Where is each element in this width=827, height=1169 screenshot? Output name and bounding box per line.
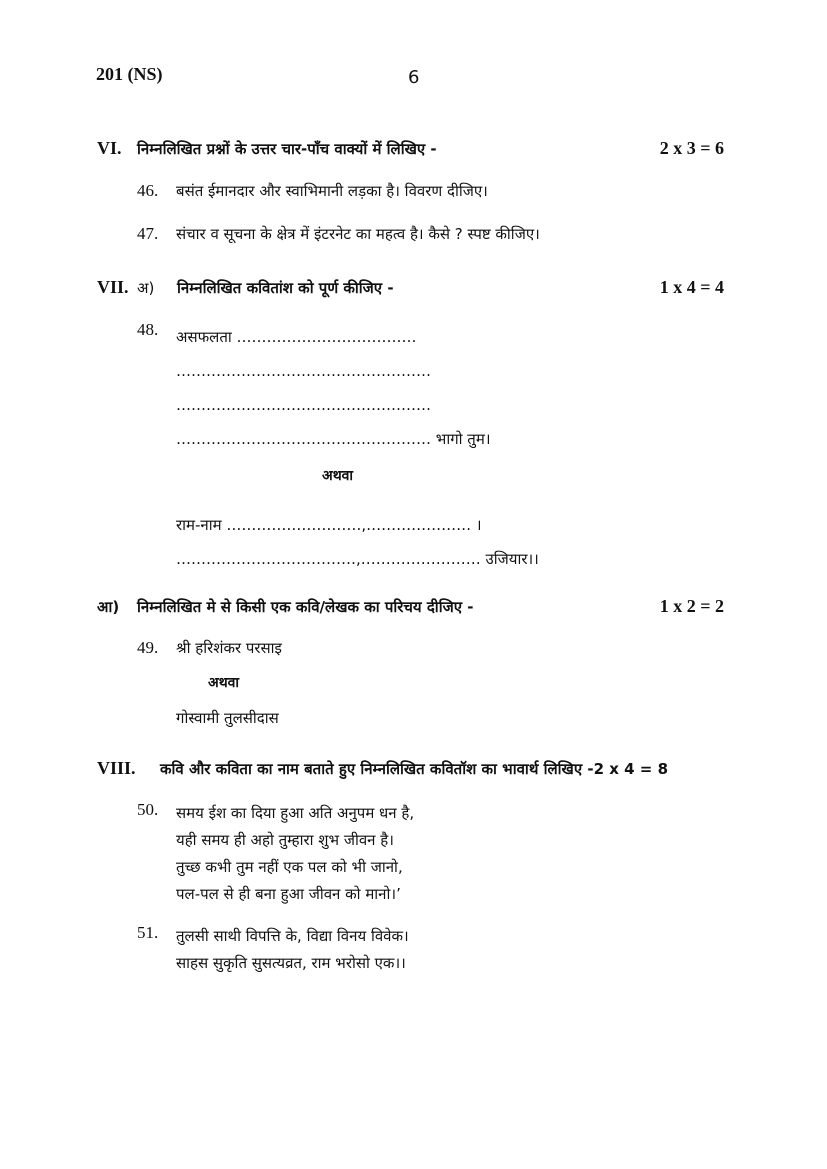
question-49-number: 49. <box>137 638 159 657</box>
section-vii-b-instruction: निम्नलिखित मे से किसी एक कवि/लेखक का परिचय दीजिए - <box>137 598 474 616</box>
question-46-number: 46. <box>137 181 159 200</box>
question-51-number: 51. <box>137 923 159 942</box>
poem-line: असफलता ……………………………… <box>176 328 417 346</box>
question-50-poem <box>176 800 414 908</box>
question-51-poem <box>176 923 409 977</box>
section-vii-b-marks: 1 x 2 = 2 <box>659 596 724 616</box>
poem-line: समय ईश का दिया हुआ अति अनुपम धन है, <box>176 804 415 822</box>
section-viii-number: VIII. <box>97 758 136 778</box>
or-separator: अथवा <box>322 468 354 484</box>
section-viii-instruction: कवि और कविता का नाम बताते हुए निम्नलिखित कवितॉश का भावार्थ लिखिए -2 x 4 = 8 <box>160 760 669 778</box>
section-vi-number: VI. <box>97 138 122 158</box>
question-46-text: बसंत ईमानदार और स्वाभिमानी लड़का है। विवरण दीजिए। <box>176 182 488 200</box>
section-vii-a-marks: 1 x 4 = 4 <box>659 277 724 297</box>
poem-line: …………………………………………… <box>176 362 431 380</box>
section-vi-instruction: निम्नलिखित प्रश्नों के उत्तर चार-पाँच वाक्यों में लिखिए - <box>137 140 437 158</box>
question-49-text: श्री हरिशंकर परसाइ <box>176 639 282 657</box>
poem-line: तुच्छ कभी तुम नहीं एक पल को भी जानो, <box>176 858 403 876</box>
page-number: 6 <box>408 67 420 88</box>
poem-line: तुलसी साथी विपत्ति के, विद्या विनय विवेक। <box>176 927 409 945</box>
or-separator: अथवा <box>208 675 240 691</box>
section-vii-sub-a: अ) <box>137 279 155 297</box>
question-50-number: 50. <box>137 800 159 819</box>
question-49-alternative: गोस्वामी तुलसीदास <box>176 709 279 727</box>
poem-line: …………………………………………… भागो तुम। <box>176 430 491 448</box>
paper-code: 201 (NS) <box>96 64 163 84</box>
poem-line: ………………………………,…………………… उजियार।। <box>176 550 539 568</box>
poem-line: यही समय ही अहो तुम्हारा शुभ जीवन है। <box>176 831 394 849</box>
question-47-number: 47. <box>137 224 159 243</box>
question-47-text: संचार व सूचना के क्षेत्र में इंटरनेट का महत्व है। कैसे ? स्पष्ट कीजिए। <box>176 225 540 243</box>
poem-line: राम-नाम ………………………,………………… । <box>176 516 482 534</box>
section-vii-number: VII. <box>97 277 129 297</box>
section-vii-sub-b: आ) <box>97 598 120 616</box>
poem-line: …………………………………………… <box>176 396 431 414</box>
section-vi-marks: 2 x 3 = 6 <box>659 138 724 158</box>
poem-line: साहस सुकृति सुसत्यव्रत, राम भरोसो एक।। <box>176 954 406 972</box>
alternative-poem <box>176 508 539 576</box>
poem-line: पल-पल से ही बना हुआ जीवन को मानो।’ <box>176 885 401 903</box>
question-48-number: 48. <box>137 320 159 339</box>
question-48-poem <box>176 320 491 456</box>
section-vii-a-instruction: निम्नलिखित कवितांश को पूर्ण कीजिए - <box>177 279 394 297</box>
